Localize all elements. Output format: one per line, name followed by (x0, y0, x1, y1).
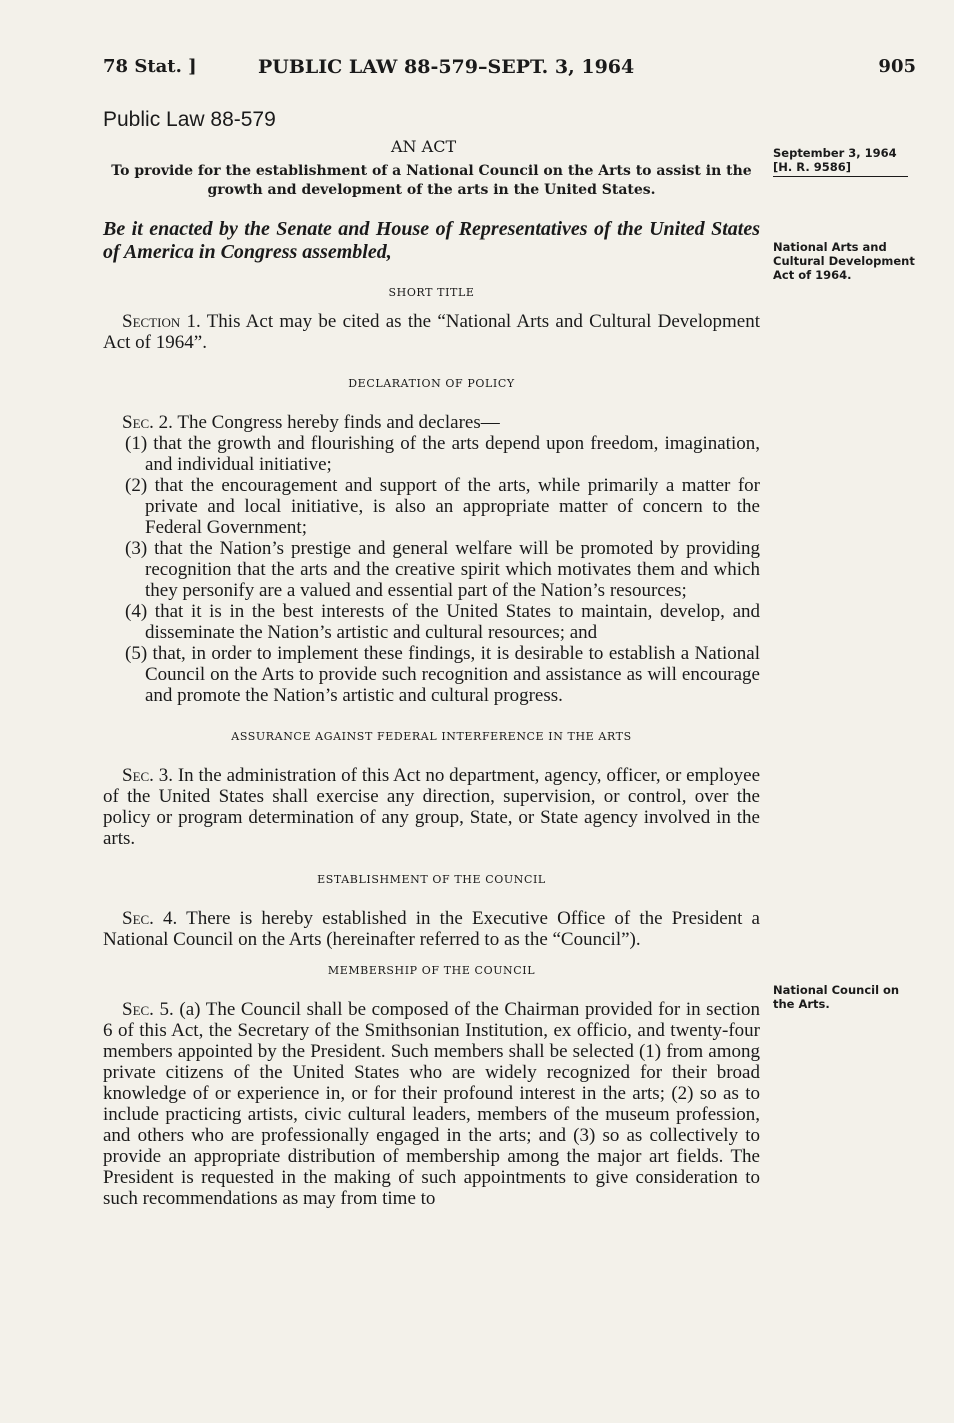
margin-date: September 3, 1964 (773, 146, 897, 160)
section-2-item: (1) that the growth and flourishing of the arts depend upon freedom, imagination, and individual initiative; (125, 433, 760, 475)
section-3-label: Sec. 3. (122, 765, 174, 786)
section-1 (103, 311, 760, 353)
section-2-text: The Congress hereby finds and declares— (177, 412, 500, 433)
act-purpose: To provide for the establishment of a National Council on the Arts to assist in the growth and development of the arts in the United States. (111, 163, 752, 198)
section-5-label: Sec. 5. (122, 999, 174, 1020)
section-5 (103, 999, 760, 1209)
section-4 (103, 908, 760, 950)
act-body (103, 218, 760, 1209)
section-5-text: (a) The Council shall be composed of the Chairman provided for in section 6 of this Act, the Secretary of the Smithsonian Institution, ex officio, and twenty-four members appointed by the President. Such members shall be selected (1) from among private citizens of the United States who are widely recognized for their broad knowledge of or experience in, or for their profound interest in the arts; (2) so as to include practicing artists, civic cultural leaders, members of the museum profession, and others who are professionally engaged in the arts; and (3) so as collectively to provide an appropriate distribution of membership among the major art fields. The President is requested in the making of such appointments to give consideration to such recommendations as may from time to (103, 999, 761, 1209)
heading-short-title: SHORT TITLE (388, 286, 475, 299)
section-2 (103, 412, 760, 433)
section-1-text: This Act may be cited as the “National Arts and Cultural Development Act of 1964”. (103, 311, 760, 353)
margin-note-short-title: National Arts and Cultural Development Act of 1964. (773, 240, 915, 282)
heading-declaration-of-policy: DECLARATION OF POLICY (348, 377, 515, 390)
statute-reference: 78 Stat. ] (103, 56, 197, 77)
section-2-label: Sec. 2. (122, 412, 173, 433)
section-3 (103, 765, 760, 849)
section-4-text: There is hereby established in the Executive Office of the President a National Council on the Arts (hereinafter referred to as the “Council”). (103, 908, 760, 950)
section-1-label: Section 1. (122, 311, 201, 332)
act-label: AN ACT (391, 137, 457, 156)
heading-assurance: ASSURANCE AGAINST FEDERAL INTERFERENCE IN THE ARTS (231, 730, 632, 743)
enacting-clause: Be it enacted by the Senate and House of Representatives of the United States of America in Congress assembled, (103, 218, 760, 263)
section-2-item: (3) that the Nation’s prestige and general welfare will be promoted by providing recognition that the arts and the creative spirit which motivates them and which they personify are a valued and essential part of the Nation’s resources; (125, 538, 760, 601)
section-4-label: Sec. 4. (122, 908, 178, 929)
section-2-item: (5) that, in order to implement these findings, it is desirable to establish a National Council on the Arts to provide such recognition and assistance as will encourage and promote the Nation’s artistic and cultural progress. (125, 643, 760, 706)
heading-membership: MEMBERSHIP OF THE COUNCIL (327, 964, 536, 977)
heading-establishment: ESTABLISHMENT OF THE COUNCIL (317, 873, 546, 886)
running-title: PUBLIC LAW 88-579–SEPT. 3, 1964 (258, 56, 635, 78)
section-2-item: (4) that it is in the best interests of the United States to maintain, develop, and disseminate the Nation’s artistic and cultural resources; and (125, 601, 760, 643)
section-2-item: (2) that the encouragement and support of the arts, while primarily a matter for private and local initiative, is also an appropriate matter of concern to the Federal Government; (125, 475, 760, 538)
public-law-number: Public Law 88-579 (103, 108, 276, 131)
margin-note-council: National Council on the Arts. (773, 983, 900, 1011)
section-3-text: In the administration of this Act no department, agency, officer, or employee of the United States shall exercise any direction, supervision, or control, over the policy or program determination of any group, State, or State agency involved in the arts. (103, 765, 760, 849)
margin-bill-number: [H. R. 9586] (773, 160, 908, 177)
page-number: 905 (878, 56, 916, 77)
